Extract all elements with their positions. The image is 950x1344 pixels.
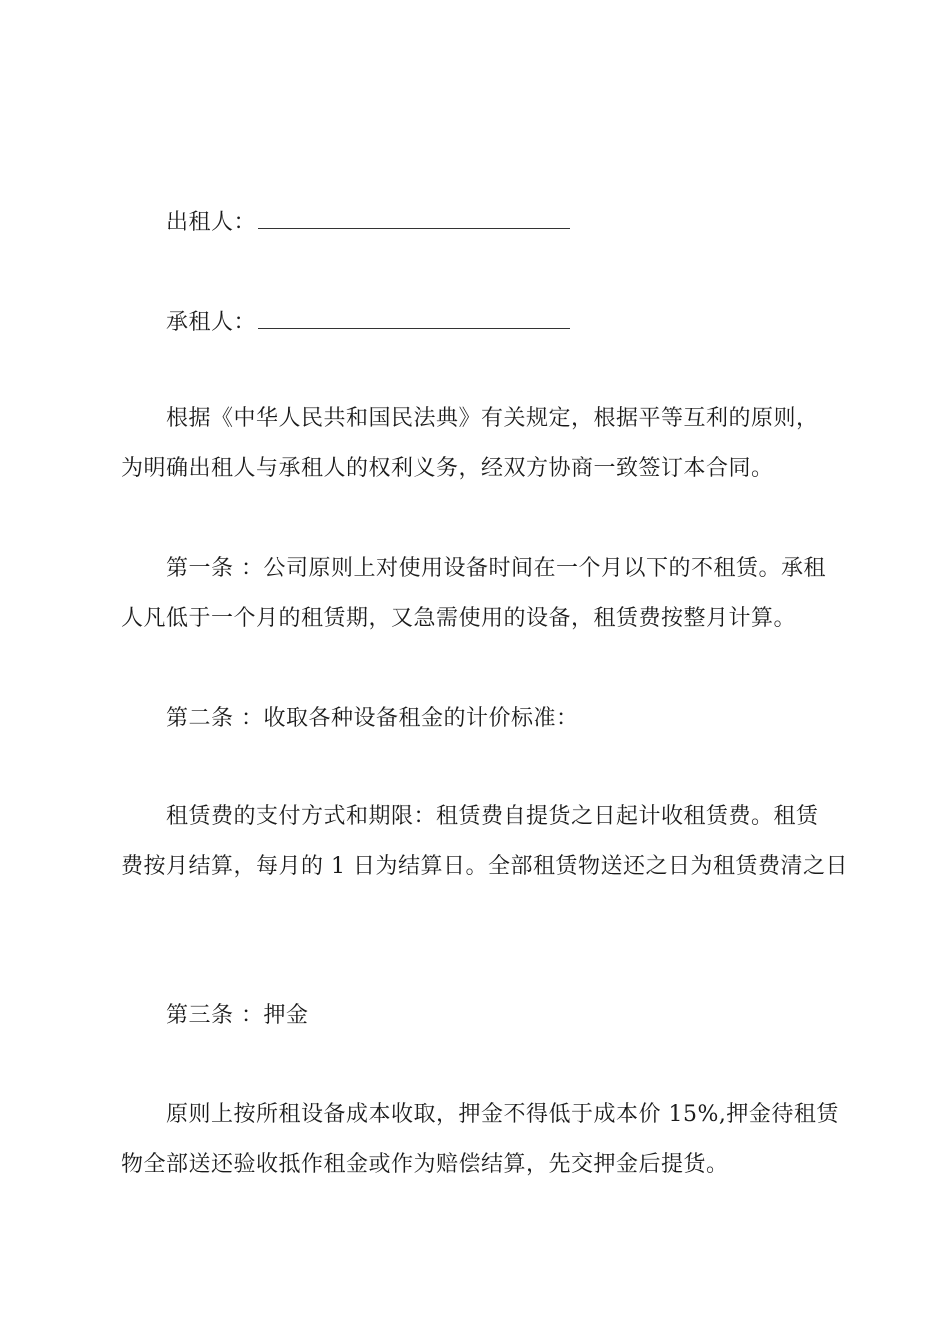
deposit-line-2: 物全部送还验收抵作租金或作为赔偿结算，先交押金后提货。 — [121, 1152, 729, 1177]
lessee-label: 承租人： — [166, 310, 257, 335]
lessor-blank-line[interactable] — [258, 208, 570, 229]
payment-line-1: 租赁费的支付方式和期限：租赁费自提货之日起计收租赁费。租赁 — [166, 804, 819, 829]
deposit-line-1: 原则上按所租设备成本收取，押金不得低于成本价 15%,押金待租赁 — [166, 1102, 839, 1127]
payment-line-2: 费按月结算，每月的 1 日为结算日。全部租赁物送还之日为租赁费清之日 — [121, 854, 848, 879]
lessee-field — [166, 308, 570, 336]
preamble-line-2: 为明确出租人与承租人的权利义务，经双方协商一致签订本合同。 — [121, 456, 774, 481]
lessee-blank-line[interactable] — [258, 308, 570, 329]
lessor-field — [166, 208, 570, 236]
article-3-heading: 第三条 ：押金 — [166, 1003, 309, 1028]
preamble-line-1: 根据《中华人民共和国民法典》有关规定，根据平等互利的原则， — [166, 406, 819, 431]
lessor-label: 出租人： — [166, 210, 257, 235]
article-2-heading: 第二条 ：收取各种设备租金的计价标准： — [166, 706, 579, 731]
article-1-line-1: 第一条 ：公司原则上对使用设备时间在一个月以下的不租赁。承租 — [166, 556, 826, 581]
article-1-line-2: 人凡低于一个月的租赁期，又急需使用的设备，租赁费按整月计算。 — [121, 606, 797, 631]
